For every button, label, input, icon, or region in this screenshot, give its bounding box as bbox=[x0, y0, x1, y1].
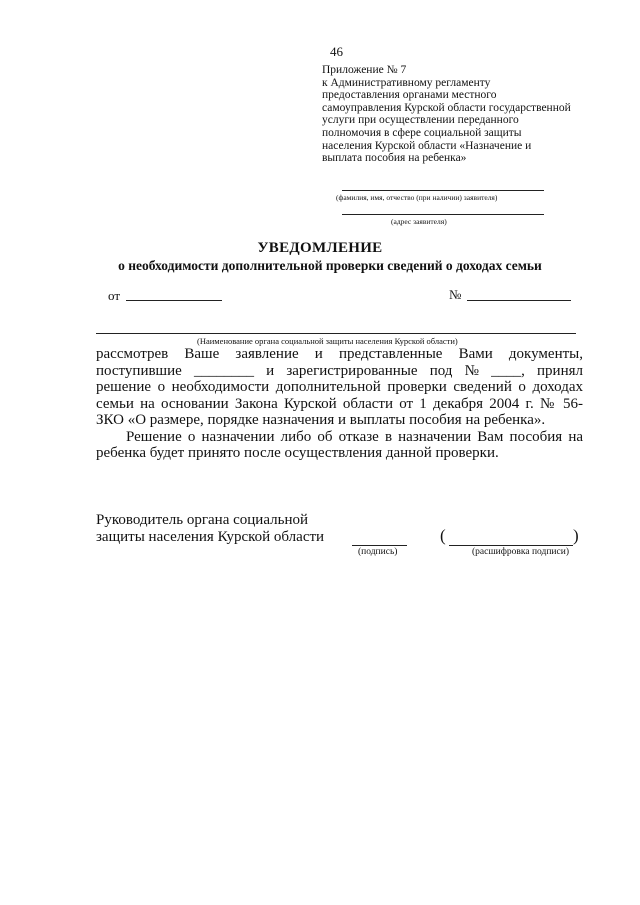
word: Вами bbox=[458, 346, 493, 362]
word: рассмотрев bbox=[96, 346, 169, 362]
signature-line[interactable] bbox=[352, 545, 407, 546]
body-line: Решение о назначении либо об отказе в назначении Вам пособия на bbox=[126, 428, 583, 445]
signatory-title-line: Руководитель органа социальной bbox=[96, 512, 308, 528]
annex-block bbox=[322, 64, 571, 165]
body-text bbox=[96, 346, 583, 462]
decode-open-paren: ( bbox=[440, 526, 446, 545]
annex-line: к Административному регламенту bbox=[322, 76, 491, 89]
body-line bbox=[96, 363, 583, 380]
body-line: семьи на основании Закона Курской области от 1 декабря 2004 г. № 56- bbox=[96, 395, 583, 412]
applicant-address-line[interactable] bbox=[342, 214, 544, 215]
date-field[interactable] bbox=[126, 300, 222, 301]
annex-line: полномочия в сфере социальной защиты bbox=[322, 126, 522, 139]
document-title: УВЕДОМЛЕНИЕ bbox=[257, 240, 383, 256]
org-caption: (Наименование органа социальной защиты населения Курской области) bbox=[197, 336, 458, 346]
annex-line: населения Курской области «Назначение и bbox=[322, 139, 532, 152]
document-subtitle: о необходимости дополнительной проверки сведений о доходах семьи bbox=[118, 258, 542, 273]
word: и bbox=[266, 362, 275, 379]
applicant-address-caption: (адрес заявителя) bbox=[391, 217, 447, 226]
word: зарегистрированные bbox=[286, 362, 418, 379]
word: № bbox=[464, 362, 479, 379]
decode-close-paren: ) bbox=[573, 526, 579, 545]
signature-caption: (подпись) bbox=[358, 547, 398, 557]
word: Ваше bbox=[184, 346, 220, 362]
body-line: ЗКО «О размере, порядке назначения и выплаты пособия на ребенка». bbox=[96, 412, 546, 428]
word: принял bbox=[537, 362, 583, 379]
word: представленные bbox=[338, 346, 443, 362]
annex-line: предоставления органами местного bbox=[322, 89, 497, 102]
signatory-title-line: защиты населения Курской области bbox=[96, 529, 325, 545]
page-number: 46 bbox=[330, 44, 343, 59]
body-line: ребенка будет принято после осуществления данной проверки. bbox=[96, 445, 499, 461]
number-blank: ____, bbox=[491, 362, 525, 379]
annex-line: услуги при осуществлении переданного bbox=[322, 114, 519, 127]
org-name-line[interactable] bbox=[96, 333, 576, 334]
word: под bbox=[429, 362, 453, 379]
body-line bbox=[96, 346, 583, 363]
body-line: решение о необходимости дополнительной проверки сведений о доходах bbox=[96, 379, 583, 395]
word: документы, bbox=[508, 346, 583, 362]
annex-line: выплата пособия на ребенка» bbox=[322, 152, 467, 165]
word: заявление bbox=[235, 346, 299, 362]
date-blank: ________ bbox=[193, 362, 254, 379]
decode-signature-line[interactable] bbox=[449, 545, 573, 546]
annex-line: Приложение № 7 bbox=[322, 64, 407, 76]
annex-line: самоуправления Курской области государственной bbox=[322, 101, 571, 114]
applicant-name-caption: (фамилия, имя, отчество (при наличии) заявителя) bbox=[336, 193, 498, 202]
date-label: от bbox=[108, 288, 121, 303]
word: и bbox=[314, 346, 323, 362]
decode-signature-caption: (расшифровка подписи) bbox=[472, 547, 569, 557]
number-field[interactable] bbox=[467, 300, 571, 301]
applicant-name-line[interactable] bbox=[342, 190, 544, 191]
signatory-block bbox=[96, 512, 324, 546]
number-label: № bbox=[449, 287, 462, 302]
word: поступившие bbox=[96, 362, 182, 379]
